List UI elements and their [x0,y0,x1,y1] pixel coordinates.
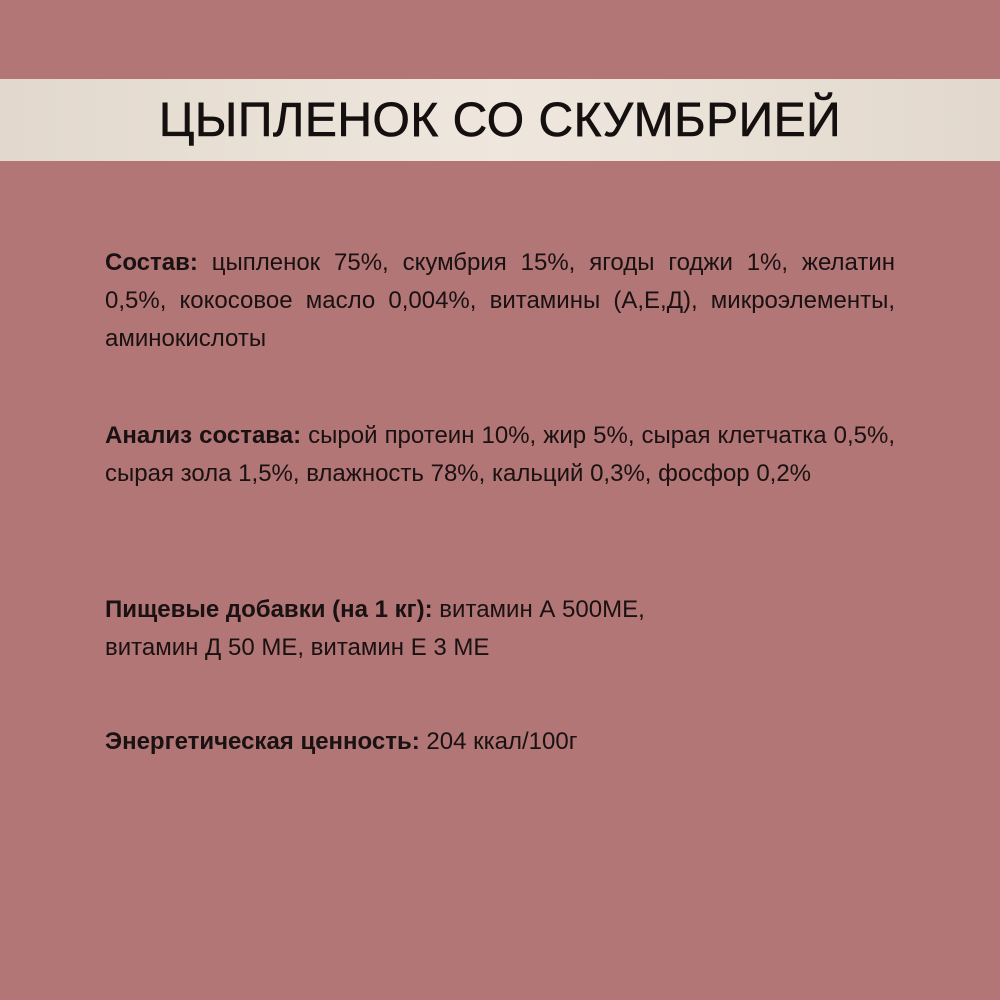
analysis-label: Анализ состава: [105,422,302,449]
energy-label: Энергетическая ценность: [105,728,420,755]
additives-label: Пищевые добавки (на 1 кг): [105,596,433,623]
analysis-text: сырой протеин 10%, жир 5%, сырая клетчатка 0,5%, сырая зола 1,5%, влажность 78%, кальций 0,3%, фосфор 0,2% [105,422,895,487]
additives-text-line1: витамин А 500МЕ, [432,596,645,623]
title-banner [0,79,1000,161]
energy-text: 204 ккал/100г [419,728,578,755]
additives-text-line2: витамин Д 50 МЕ, витамин Е 3 МЕ [105,634,490,661]
composition-label: Состав: [105,249,198,276]
page-title: ЦЫПЛЕНОК СО СКУМБРИЕЙ [158,93,842,147]
additives-section [105,591,895,667]
composition-text: цыпленок 75%, скумбрия 15%, ягоды годжи 1%, желатин 0,5%, кокосовое масло 0,004%, витамины (А,Е,Д), микроэлементы, аминокислоты [105,249,895,352]
energy-section [105,723,895,761]
analysis-section [105,417,895,493]
composition-section [105,244,895,358]
